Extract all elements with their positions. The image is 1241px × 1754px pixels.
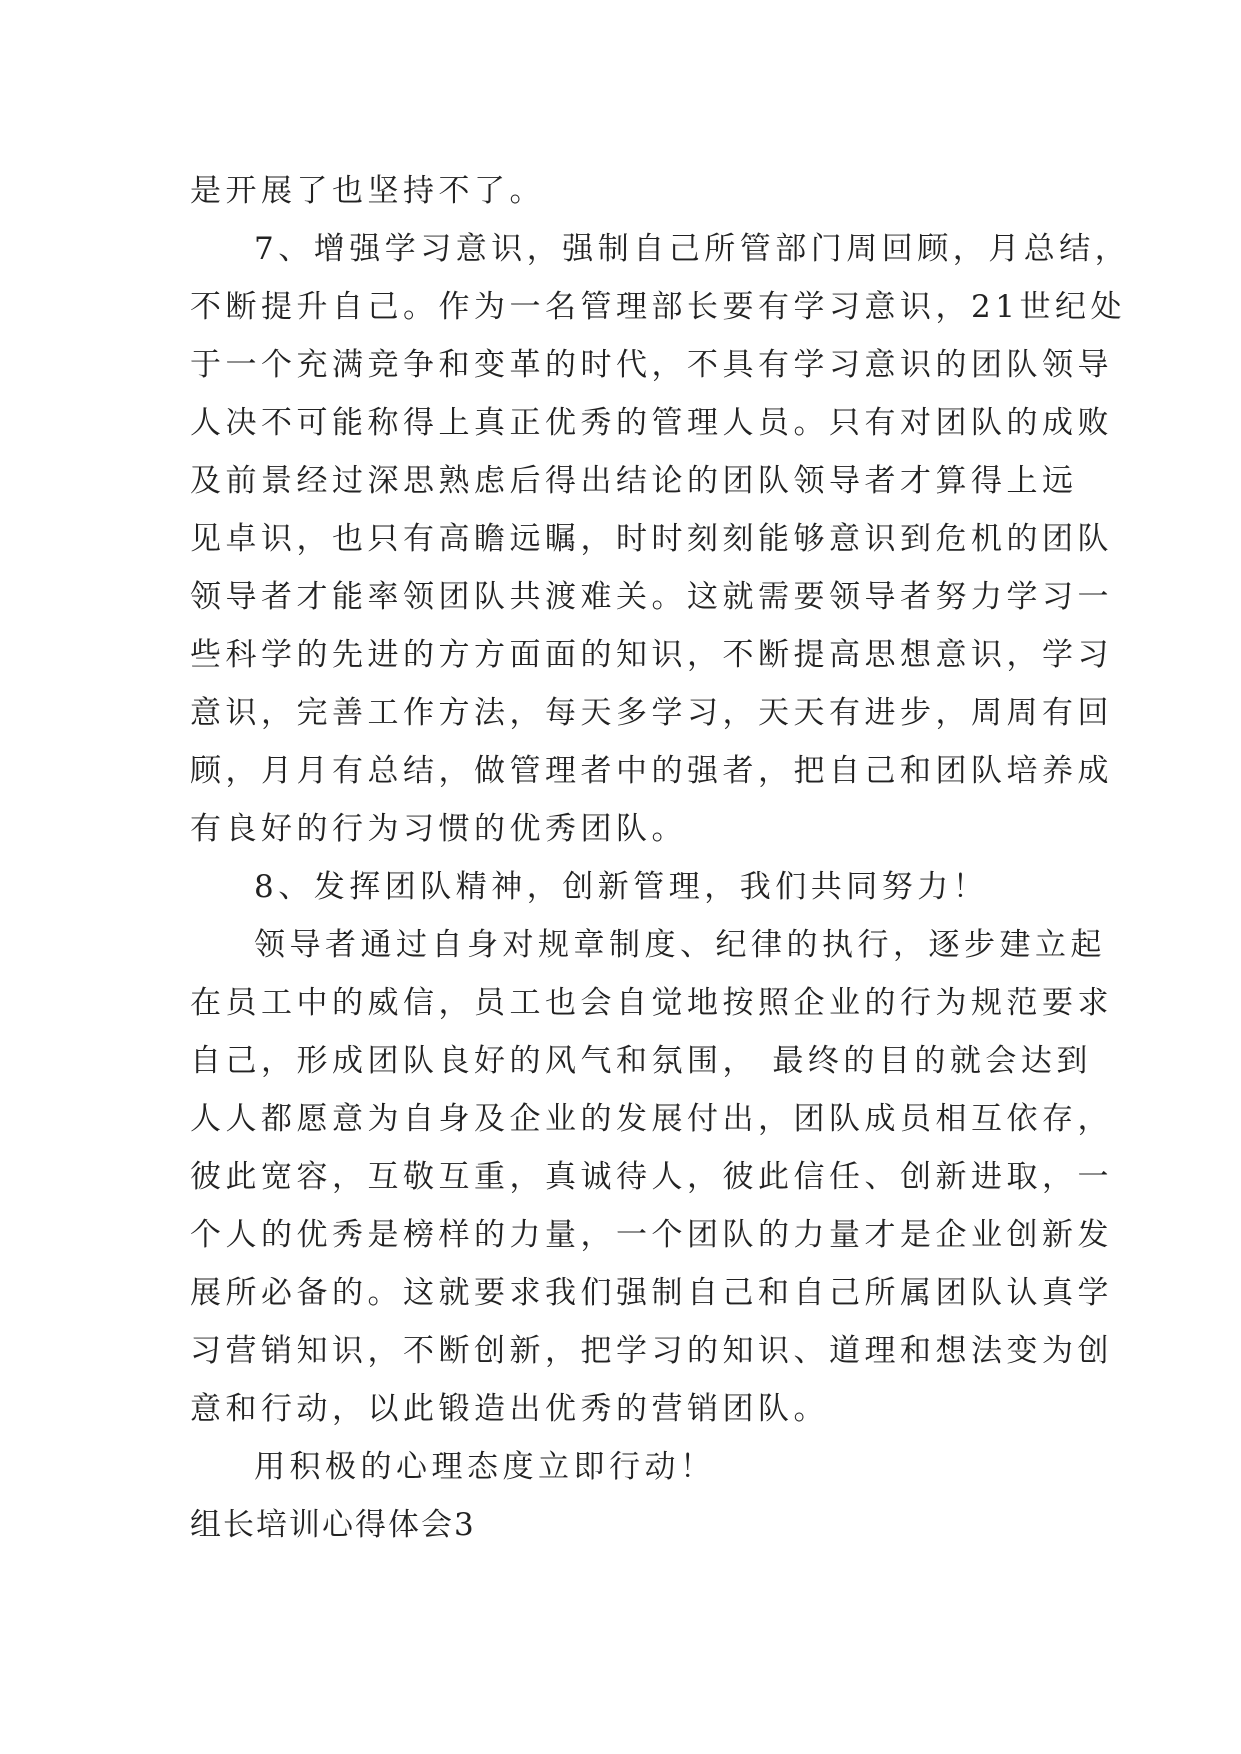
text-line: 在员工中的威信，员工也会自觉地按照企业的行为规范要求 bbox=[190, 985, 1113, 1021]
text-line: 有良好的行为习惯的优秀团队。 bbox=[190, 811, 687, 847]
text-line: 人决不可能称得上真正优秀的管理人员。只有对团队的成败 bbox=[190, 405, 1113, 441]
text-line: 人人都愿意为自身及企业的发展付出，团队成员相互依存， bbox=[190, 1101, 1113, 1137]
text-line: 习营销知识，不断创新，把学习的知识、道理和想法变为创 bbox=[190, 1333, 1113, 1369]
text-line: 展所必备的。这就要求我们强制自己和自己所属团队认真学 bbox=[190, 1275, 1113, 1311]
text-line: 意和行动，以此锻造出优秀的营销团队。 bbox=[190, 1391, 829, 1427]
section-7-heading: 7、增强学习意识，强制自己所管部门周回顾，月总结， bbox=[254, 231, 1131, 267]
text-line: 于一个充满竞争和变革的时代，不具有学习意识的团队领导 bbox=[190, 347, 1113, 383]
text-line: 些科学的先进的方方面面的知识，不断提高思想意识，学习 bbox=[190, 637, 1113, 673]
section-8-heading: 8、发挥团队精神，创新管理，我们共同努力！ bbox=[254, 869, 989, 905]
closing-statement: 用积极的心理态度立即行动！ bbox=[254, 1449, 716, 1485]
text-line: 见卓识，也只有高瞻远瞩，时时刻刻能够意识到危机的团队 bbox=[190, 521, 1113, 557]
text-line: 不断提升自己。作为一名管理部长要有学习意识，21世纪处 bbox=[190, 289, 1126, 325]
document-body bbox=[190, 162, 1131, 1554]
section-title: 组长培训心得体会3 bbox=[190, 1507, 476, 1543]
text-line: 顾，月月有总结，做管理者中的强者，把自己和团队培养成 bbox=[190, 753, 1113, 789]
text-line: 及前景经过深思熟虑后得出结论的团队领导者才算得上远 bbox=[190, 463, 1078, 499]
text-line: 是开展了也坚持不了。 bbox=[190, 173, 545, 209]
text-line: 彼此宽容，互敬互重，真诚待人，彼此信任、创新进取，一 bbox=[190, 1159, 1113, 1195]
paragraph-start: 领导者通过自身对规章制度、纪律的执行，逐步建立起 bbox=[254, 927, 1106, 963]
text-line: 意识，完善工作方法，每天多学习，天天有进步，周周有回 bbox=[190, 695, 1113, 731]
text-line: 领导者才能率领团队共渡难关。这就需要领导者努力学习一 bbox=[190, 579, 1113, 615]
text-line: 自己，形成团队良好的风气和氛围， 最终的目的就会达到 bbox=[190, 1043, 1092, 1079]
text-line: 个人的优秀是榜样的力量，一个团队的力量才是企业创新发 bbox=[190, 1217, 1113, 1253]
